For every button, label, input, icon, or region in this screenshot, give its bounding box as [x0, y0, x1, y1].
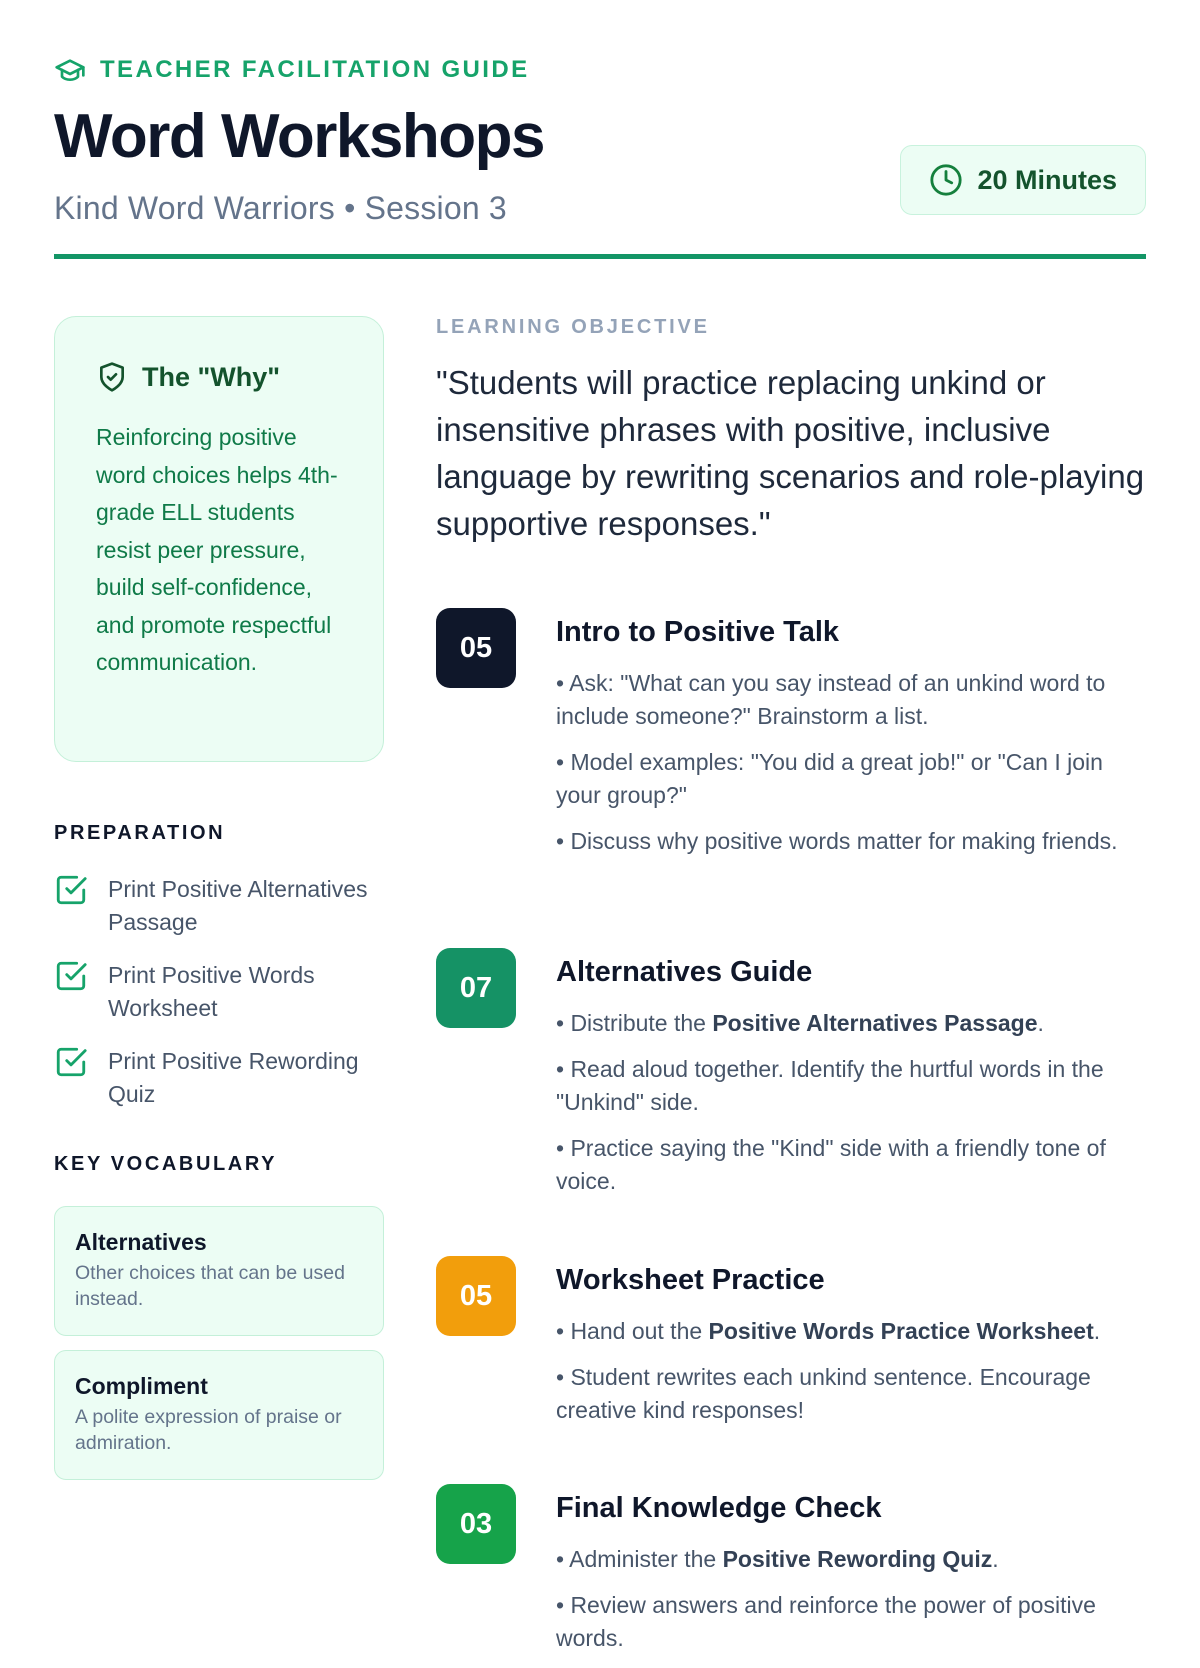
vocabulary-card — [54, 1350, 384, 1480]
preparation-item — [54, 873, 384, 939]
step-bullet: • Administer the Positive Rewording Quiz. — [556, 1546, 999, 1572]
shield-check-icon — [96, 361, 128, 393]
step-bullet: • Practice saying the "Kind" side with a friendly tone of voice. — [556, 1135, 1106, 1194]
material-name: Positive Words Practice Worksheet — [708, 1318, 1094, 1344]
preparation-label: PREPARATION — [54, 822, 226, 844]
step-bullet: • Discuss why positive words matter for making friends. — [556, 828, 1118, 854]
checkbox-checked-icon — [54, 873, 88, 907]
why-body: Reinforcing positive word choices helps 4th-grade ELL students resist peer pressure, build self-confidence, and promote respectful communication. — [96, 424, 338, 675]
vocabulary-term: Compliment — [75, 1373, 208, 1399]
agenda-step — [436, 608, 1148, 871]
eyebrow-label: TEACHER FACILITATION GUIDE — [100, 56, 530, 83]
vocabulary-definition: Other choices that can be used instead. — [75, 1262, 345, 1310]
header — [54, 54, 1146, 227]
preparation-item — [54, 1045, 384, 1111]
material-name: Positive Alternatives Passage — [712, 1010, 1038, 1036]
objective-label: LEARNING OBJECTIVE — [436, 316, 710, 338]
vocabulary-card — [54, 1206, 384, 1336]
step-bullets — [556, 1007, 1148, 1198]
preparation-item-label: Print Positive Words Worksheet — [108, 962, 315, 1021]
step-title: Final Knowledge Check — [556, 1492, 882, 1524]
vocabulary-term: Alternatives — [75, 1229, 207, 1255]
preparation-item — [54, 959, 384, 1025]
header-divider — [54, 254, 1146, 259]
step-bullets — [556, 1543, 1148, 1655]
page-subtitle: Kind Word Warriors • Session 3 — [54, 190, 507, 226]
vocabulary-label: KEY VOCABULARY — [54, 1153, 278, 1175]
duration-badge — [900, 145, 1146, 215]
checkbox-checked-icon — [54, 1045, 88, 1079]
agenda-step — [436, 1256, 1148, 1440]
step-bullet: • Hand out the Positive Words Practice Worksheet. — [556, 1318, 1101, 1344]
graduation-cap-icon — [54, 54, 86, 86]
step-minutes-badge: 05 — [436, 608, 516, 688]
main-content — [436, 316, 1148, 1651]
why-title: The "Why" — [142, 361, 281, 392]
eyebrow — [54, 54, 1146, 86]
page-title: Word Workshops — [54, 102, 544, 171]
agenda-step — [436, 1484, 1148, 1668]
step-title: Intro to Positive Talk — [556, 616, 840, 648]
step-bullet: • Ask: "What can you say instead of an unkind word to include someone?" Brainstorm a list. — [556, 670, 1106, 729]
why-card — [54, 316, 384, 762]
step-minutes-badge: 05 — [436, 1256, 516, 1336]
step-bullet: • Distribute the Positive Alternatives Passage. — [556, 1010, 1044, 1036]
step-bullets — [556, 667, 1148, 858]
step-title: Alternatives Guide — [556, 956, 813, 988]
step-bullet: • Student rewrites each unkind sentence. Encourage creative kind responses! — [556, 1364, 1091, 1423]
duration-label: 20 Minutes — [977, 164, 1117, 195]
clock-icon — [929, 163, 963, 197]
material-name: Positive Rewording Quiz — [722, 1546, 993, 1572]
step-minutes-badge: 07 — [436, 948, 516, 1028]
step-bullet: • Review answers and reinforce the power of positive words. — [556, 1592, 1096, 1651]
checkbox-checked-icon — [54, 959, 88, 993]
step-bullet: • Model examples: "You did a great job!" or "Can I join your group?" — [556, 749, 1103, 808]
sidebar — [54, 316, 384, 1480]
step-bullets — [556, 1315, 1148, 1427]
step-bullet: • Read aloud together. Identify the hurtful words in the "Unkind" side. — [556, 1056, 1104, 1115]
vocabulary-definition: A polite expression of praise or admiration. — [75, 1406, 342, 1454]
objective-text: "Students will practice replacing unkind or insensitive phrases with positive, inclusive language by rewriting scenarios and role-playing supportive responses." — [436, 364, 1145, 542]
step-title: Worksheet Practice — [556, 1264, 825, 1296]
preparation-item-label: Print Positive Alternatives Passage — [108, 876, 368, 935]
preparation-list — [54, 873, 384, 1111]
agenda-step — [436, 948, 1148, 1211]
preparation-item-label: Print Positive Rewording Quiz — [108, 1048, 359, 1107]
why-heading — [96, 361, 343, 393]
step-minutes-badge: 03 — [436, 1484, 516, 1564]
